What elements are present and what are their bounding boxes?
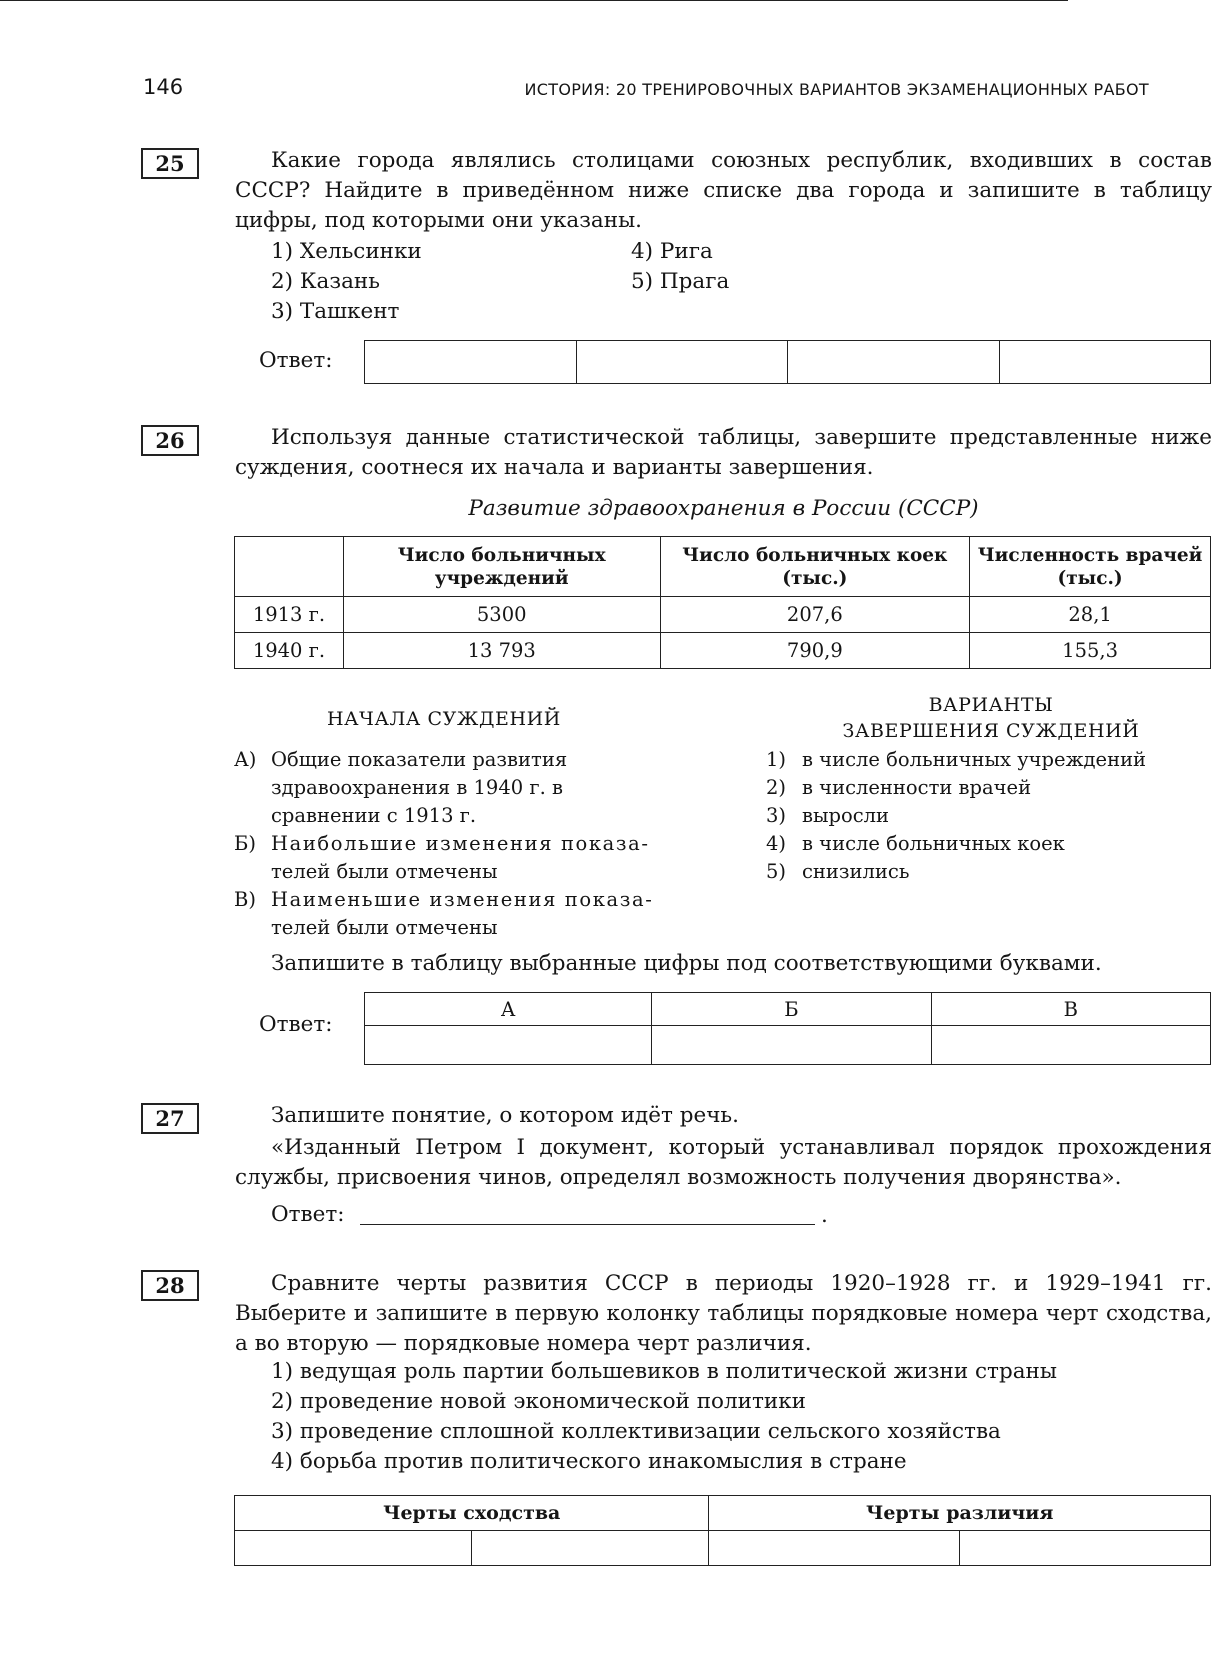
answer-letter-a: А: [365, 993, 652, 1026]
question-28-text: Сравните черты развития СССР в периоды 1920–1928 гг. и 1929–1941 гг. Выберите и запишите в первую колонку таблицы порядковые номера черт сходства, а во вторую — порядковые номера черт различия.: [235, 1271, 1212, 1356]
answer-letter-v: В: [931, 993, 1210, 1026]
similarities-header: Черты сходства: [235, 1496, 709, 1531]
beginning-text-line: Наименьшие изменения показа-: [271, 888, 654, 911]
ending-text: выросли: [802, 804, 890, 827]
question-27-quote: «Изданный Петром I документ, который устанавливал порядок прохождения службы, присвоения чинов, определял возможность получения дворянства».: [235, 1135, 1212, 1190]
beginning-letter: Б): [234, 832, 256, 855]
q28-answer-cell[interactable]: [960, 1531, 1211, 1566]
header-divider: [0, 0, 1068, 1]
beginning-v: [234, 886, 654, 942]
ending-3: [766, 802, 1206, 830]
q25-option-1: 1) Хельсинки: [271, 239, 422, 264]
running-header-title: ИСТОРИЯ: 20 ТРЕНИРОВОЧНЫХ ВАРИАНТОВ ЭКЗАМЕНАЦИОННЫХ РАБОТ: [524, 80, 1149, 99]
stats-cell: 5300: [343, 597, 660, 633]
ending-number: 3): [766, 804, 787, 827]
q27-answer-line[interactable]: [360, 1224, 815, 1225]
q25-option-4: 4) Рига: [631, 239, 713, 264]
beginnings-title: НАЧАЛА СУЖДЕНИЙ: [327, 708, 561, 730]
q25-option-5: 5) Прага: [631, 269, 730, 294]
stats-row-year: 1913 г.: [235, 597, 344, 633]
question-number-27: 27: [141, 1103, 199, 1134]
beginning-text-line: здравоохранения в 1940 г. в: [271, 776, 563, 799]
stats-header-doctors: Численность врачей (тыс.): [970, 537, 1211, 597]
endings-title-line2: ЗАВЕРШЕНИЯ СУЖДЕНИЙ: [842, 720, 1140, 742]
q28-answer-cell[interactable]: [472, 1531, 709, 1566]
q25-answer-cell[interactable]: [788, 341, 1000, 384]
q27-answer-label: Ответ:: [271, 1202, 345, 1227]
ending-number: 1): [766, 748, 787, 771]
ending-number: 5): [766, 860, 787, 883]
q25-answer-label: Ответ:: [259, 348, 333, 373]
ending-2: [766, 774, 1206, 802]
stats-cell: 790,9: [660, 633, 970, 669]
ending-text: в числе больничных коек: [802, 832, 1065, 855]
beginning-b: [234, 830, 654, 886]
q28-answer-cell[interactable]: [235, 1531, 472, 1566]
q25-option-3: 3) Ташкент: [271, 299, 400, 324]
beginning-text-line: сравнении с 1913 г.: [271, 804, 477, 827]
ending-number: 4): [766, 832, 787, 855]
stats-cell: 207,6: [660, 597, 970, 633]
q28-answer-table: [234, 1495, 1211, 1566]
stats-header-beds: Число больничных коек (тыс.): [660, 537, 970, 597]
beginning-text-line: телей были отмечены: [271, 916, 498, 939]
differences-header: Черты различия: [709, 1496, 1211, 1531]
question-number-26: 26: [141, 425, 199, 456]
q26-answer-label: Ответ:: [259, 1012, 333, 1037]
beginning-text-line: Общие показатели развития: [271, 748, 568, 771]
endings-title-line1: ВАРИАНТЫ: [928, 694, 1054, 716]
beginning-text-line: Наибольшие изменения показа-: [271, 832, 650, 855]
q25-option-2: 2) Казань: [271, 269, 380, 294]
beginning-letter: А): [234, 748, 257, 771]
q28-item-1: 1) ведущая роль партии большевиков в политической жизни страны: [271, 1359, 1057, 1384]
q26-answer-cell[interactable]: [931, 1026, 1210, 1065]
ending-4: [766, 830, 1206, 858]
stats-cell: 28,1: [970, 597, 1211, 633]
beginning-text-line: телей были отмечены: [271, 860, 498, 883]
stats-corner-cell: [235, 537, 344, 597]
stats-header-hospitals: Число больничных учреждений: [343, 537, 660, 597]
q27-answer-period: .: [821, 1203, 828, 1228]
ending-text: в численности врачей: [802, 776, 1032, 799]
q28-item-2: 2) проведение новой экономической политики: [271, 1389, 806, 1414]
beginning-a: [234, 746, 654, 830]
ending-text: в числе больничных учреждений: [802, 748, 1147, 771]
question-25-text: Какие города являлись столицами союзных республик, входивших в состав СССР? Найдите в приведённом ниже списке два города и запишите в таблицу цифры, под которыми они указаны.: [235, 148, 1212, 233]
ending-5: [766, 858, 1206, 886]
ending-text: снизились: [802, 860, 910, 883]
stats-table: [234, 536, 1211, 669]
ending-number: 2): [766, 776, 787, 799]
stats-row-year: 1940 г.: [235, 633, 344, 669]
q26-answer-cell[interactable]: [365, 1026, 652, 1065]
question-number-28: 28: [141, 1270, 199, 1301]
question-number-25: 25: [141, 148, 199, 179]
question-26-text: Используя данные статистической таблицы, завершите представленные ниже суждения, соотнеся их начала и варианты завершения.: [235, 425, 1212, 480]
stats-table-caption: Развитие здравоохранения в России (СССР): [468, 496, 979, 521]
stats-cell: 155,3: [970, 633, 1211, 669]
answer-letter-b: Б: [652, 993, 931, 1026]
q26-answer-cell[interactable]: [652, 1026, 931, 1065]
q28-item-3: 3) проведение сплошной коллективизации сельского хозяйства: [271, 1419, 1001, 1444]
q26-instruction: Запишите в таблицу выбранные цифры под соответствующими буквами.: [271, 951, 1102, 976]
q26-answer-grid: [364, 992, 1211, 1065]
q25-answer-cell[interactable]: [576, 341, 788, 384]
q28-answer-cell[interactable]: [709, 1531, 960, 1566]
question-27-text: Запишите понятие, о котором идёт речь.: [271, 1103, 739, 1128]
stats-cell: 13 793: [343, 633, 660, 669]
q25-answer-grid: [364, 340, 1211, 384]
beginning-letter: В): [234, 888, 256, 911]
q28-item-4: 4) борьба против политического инакомыслия в стране: [271, 1449, 907, 1474]
ending-1: [766, 746, 1206, 774]
q25-answer-cell[interactable]: [365, 341, 577, 384]
page-number: 146: [143, 75, 184, 99]
q25-answer-cell[interactable]: [999, 341, 1211, 384]
